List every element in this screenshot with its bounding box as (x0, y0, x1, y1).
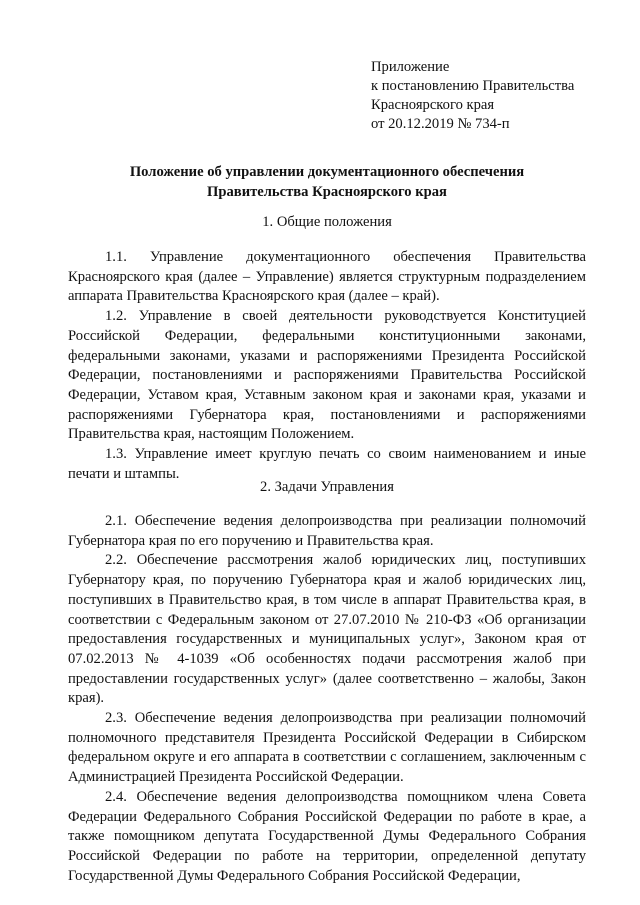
appendix-line: к постановлению Правительства (371, 78, 575, 94)
section-general-body (68, 248, 586, 484)
paragraph-1-1: 1.1. Управление документационного обеспечения Правительства Красноярского края (далее – Управление) является структурным подразделением аппарата Правительства Красноярского края (далее – край). (68, 249, 586, 305)
paragraph-2-1: 2.1. Обеспечение ведения делопроизводства при реализации полномочий Губернатора края по его поручению и Правительства края. (68, 513, 586, 549)
appendix-line: Красноярского края (371, 97, 495, 113)
title-line: Правительства Красноярского края (207, 183, 447, 200)
appendix-header (371, 58, 621, 134)
section-heading-tasks: 2. Задачи Управления (260, 479, 394, 495)
title-line: Положение об управлении документационного обеспечения (129, 164, 525, 180)
paragraph-2-4: 2.4. Обеспечение ведения делопроизводства помощником члена Совета Федерации Федерального Собрания Российской Федерации по работе в крае, а также помощником депутата Государственной Думы Федерального Собрания Российской Федерации по работе на территории, определенной депутату Государственной Думы Федерального Собрания Российской Федерации, (68, 788, 586, 884)
appendix-date-number: от 20.12.2019 № 734-п (371, 116, 510, 132)
paragraph-1-3: 1.3. Управление имеет круглую печать со своим наименованием и иные печати и штампы. (68, 446, 586, 482)
paragraph-1-2: 1.2. Управление в своей деятельности руководствуется Конституцией Российской Федерации, федеральными конституционными законами, федеральными законами, указами и распоряжениями Президента Российской Федерации, постановлениями и распоряжениями Правительства Российской Федерации, Уставом края, Уставным законом края и законами края, указами и распоряжениями Губернатора края, постановлениями и распоряжениями Правительства края, настоящим Положением. (68, 308, 586, 443)
paragraph-2-3: 2.3. Обеспечение ведения делопроизводства при реализации полномочий полномочного представителя Президента Российской Федерации в Сибирском федеральном округе и его аппарата в соответствии с соглашением, заключенным с Администрацией Президента Российской Федерации. (68, 710, 586, 786)
section-tasks-body (68, 512, 586, 886)
document-title (68, 163, 586, 202)
section-heading-general: 1. Общие положения (262, 214, 392, 230)
paragraph-2-2: 2.2. Обеспечение рассмотрения жалоб юридических лиц, поступивших Губернатору края, по поручению Губернатора края и жалоб юридических лиц, поступивших в Правительство края, в том числе в аппарат Правительства края, в соответствии с Федеральным законом от 27.07.2010 № 210-ФЗ «Об организации предоставления государственных и муниципальных услуг», Законом края от 07.02.2013 № 4-1039 «Об особенностях подачи рассмотрения жалоб при предоставлении государственных услуг» (далее соответственно – жалобы, Закон края). (68, 552, 586, 707)
appendix-line: Приложение (371, 59, 450, 75)
